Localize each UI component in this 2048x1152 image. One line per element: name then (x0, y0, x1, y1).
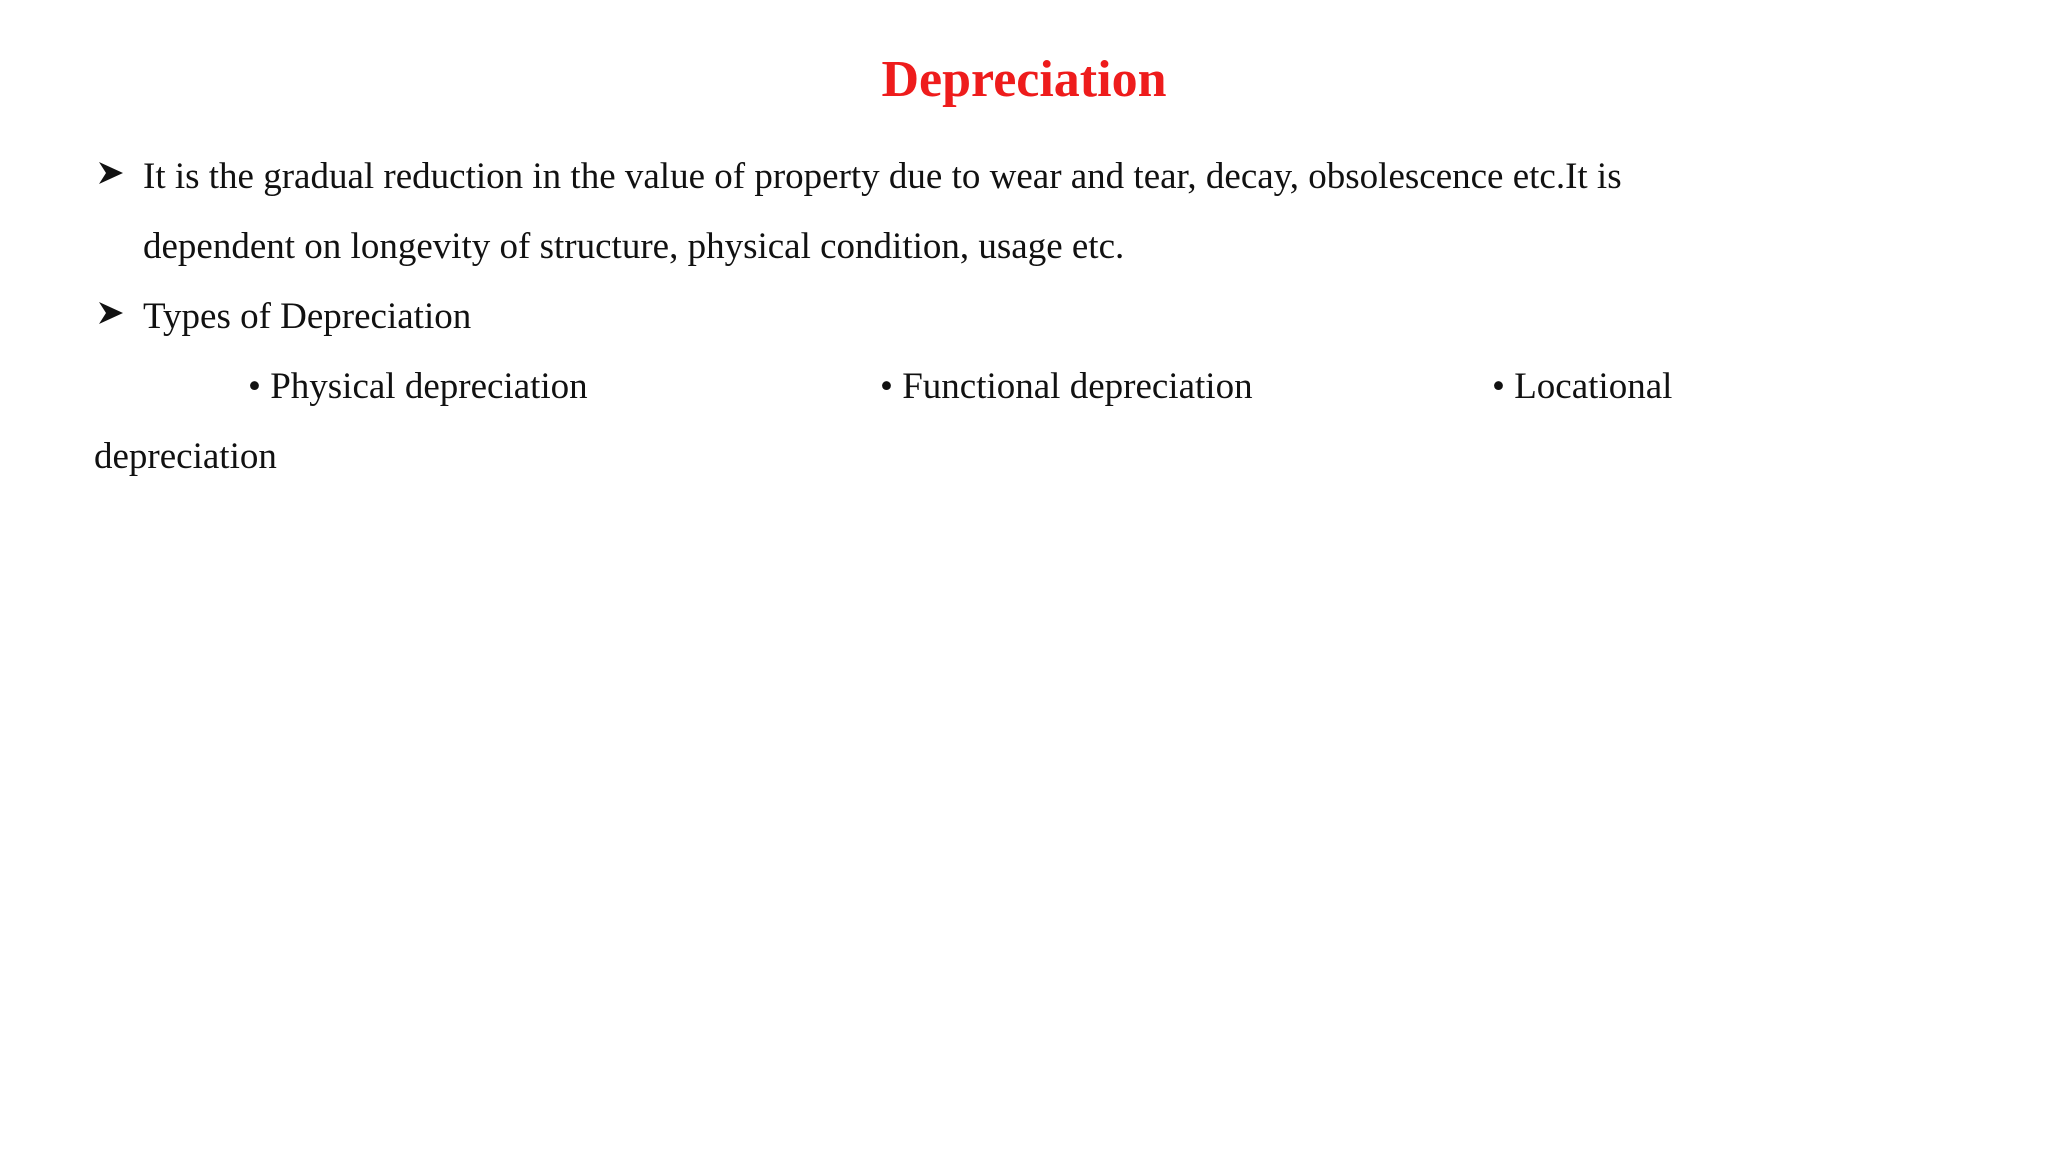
type-functional: • Functional depreciation (880, 366, 1253, 407)
arrow-bullet-icon (96, 158, 126, 188)
type-physical: • Physical depreciation (248, 366, 588, 407)
arrow-bullet-icon (96, 298, 126, 328)
type-locational: • Locational (1492, 366, 1673, 407)
bullet-2-text: Types of Depreciation (143, 296, 472, 337)
type-locational-continuation: depreciation (94, 436, 277, 477)
slide-title: Depreciation (881, 51, 1167, 108)
bullet-1-line-2: dependent on longevity of structure, physical condition, usage etc. (143, 226, 1125, 267)
bullet-1-line-1: It is the gradual reduction in the value of property due to wear and tear, decay, obsolescence etc.It is (143, 156, 1622, 197)
